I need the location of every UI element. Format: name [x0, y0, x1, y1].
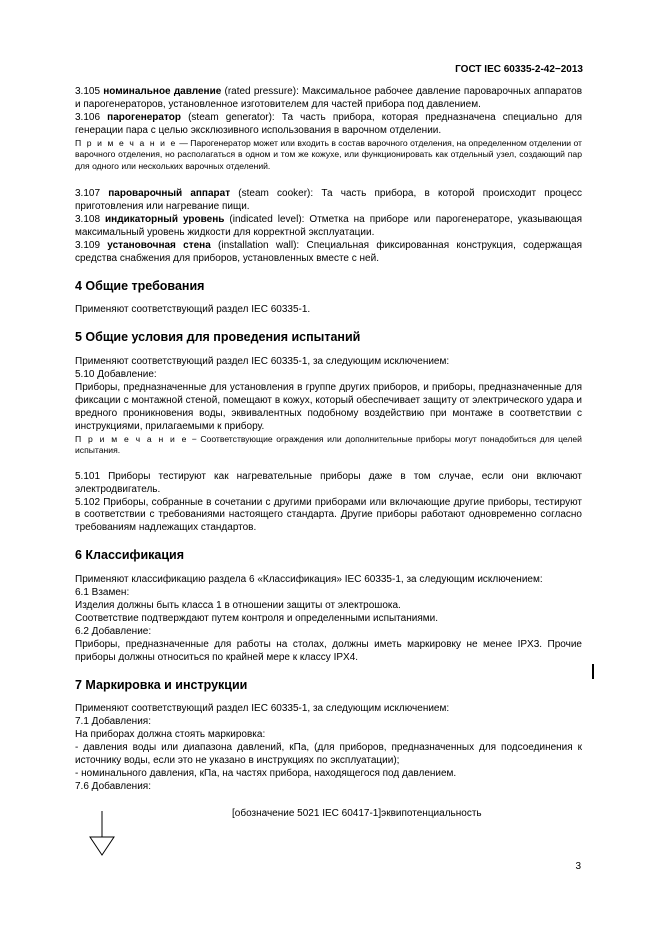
definition: (indicated level): Отметка на приборе или парогенераторе, указывающая максимальный уровень жидкости для корректной эксплуатации. [75, 213, 582, 238]
note-label: П р и м е ч а н и е [75, 433, 189, 444]
clause-number: 3.108 [75, 213, 101, 225]
section-7-text-4: - давления воды или диапазона давлений, кПа, (для приборов, предназначенных для подсоединения к источнику воды, если это не указано в инструкциях по эксплуатации); [75, 742, 582, 767]
definition: (installation wall): Специальная фиксированная конструкция, содержащая средства снабжения для приборов, установленных вместе с ней. [75, 239, 582, 264]
term: установочная стена [107, 239, 211, 251]
equipotentiality-symbol-icon [87, 811, 117, 859]
section-6-text-3: Изделия должны быть класса 1 в отношении защиты от электрошока. [75, 599, 401, 611]
clause-number: 3.107 [75, 188, 101, 200]
section-5-text-1: Применяют соответствующий раздел IEC 60335-1, за следующим исключением: [75, 356, 450, 368]
section-6-text-6: Приборы, предназначенные для работы на столах, должны иметь маркировку не менее IPX3. Прочие приборы должны относиться по крайней мере к классу IPX4. [75, 638, 582, 663]
definition: (steam cooker): Та часть прибора, в которой происходит процесс приготовления или нагревание пищи. [75, 188, 582, 213]
section-4-text: Применяют соответствующий раздел IEC 60335-1. [75, 304, 311, 316]
definition: (steam generator): Та часть прибора, которая предназначена специально для генерации пара с целью эксклюзивного использования в варочном отделении. [75, 111, 582, 136]
page-number: 3 [575, 861, 581, 872]
document-body [75, 86, 582, 794]
definition: (rated pressure): Максимальное рабочее давление пароварочных аппаратов и парогенераторов, установленное изготовителем для частей прибора под давлением. [75, 86, 583, 110]
section-5-note [75, 434, 582, 457]
revision-bar [592, 664, 594, 679]
clause-3-106 [75, 112, 582, 138]
clause-3-109 [75, 240, 582, 266]
standard-header: ГОСТ IEC 60335-2-42−2013 [455, 64, 583, 75]
section-5-text-3: Приборы, предназначенные для установления в группе других приборов, и приборы, предназначенные для фиксации с монтажной стеной, помещают в кожух, который обеспечивает защиту от электрического удара и вредного проникновения воды, эквивалентных подобному воздействию при монтаже в соответствии с инструкциями, прилагаемыми к прибору. [75, 382, 582, 432]
section-7-text-1: Применяют соответствующий раздел IEC 60335-1, за следующим исключением: [75, 703, 450, 715]
clause-3-107 [75, 188, 582, 214]
term: индикаторный уровень [105, 213, 225, 225]
note-label: П р и м е ч а н и е [75, 137, 177, 148]
section-7-text-3: На приборах должна стоять маркировка: [75, 729, 266, 741]
section-7-text-2: 7.1 Добавления: [75, 716, 151, 728]
symbol-caption: [обозначение 5021 IEC 60417-1]эквипотенциальность [232, 808, 482, 819]
section-5-text-2: 5.10 Добавление: [75, 369, 157, 381]
section-5-heading: 5 Общие условия для проведения испытаний [75, 330, 361, 345]
note-3-106 [75, 138, 582, 173]
term: пароварочный аппарат [108, 188, 231, 200]
clause-3-105 [75, 86, 582, 112]
section-6-text-4: Соответствие подтверждают путем контроля и определенными испытаниями. [75, 612, 438, 624]
note-text: − Соответствующие ограждения или дополнительные приборы могут понадобиться для целей испытания. [75, 433, 582, 456]
section-5-text-4: 5.101 Приборы тестируют как нагревательные приборы даже в том случае, если они включают электродвигатель. [75, 470, 582, 495]
section-6-text-5: 6.2 Добавление: [75, 625, 152, 637]
note-text: — Парогенератор может или входить в состав варочного отделения, на определенном отделении от варочного отделения, но располагаться в одном и том же кожухе, или функционировать как отдельный узел, создающий пар для одного или нескольких варочных отделений. [75, 137, 582, 171]
clause-number: 3.109 [75, 239, 101, 251]
term: парогенератор [107, 111, 181, 123]
clause-number: 3.106 [75, 111, 101, 123]
section-6-text-1: Применяют классификацию раздела 6 «Классификация» IEC 60335-1, за следующим исключением: [75, 574, 543, 586]
section-7-heading: 7 Маркировка и инструкции [75, 677, 248, 692]
section-6-heading: 6 Классификация [75, 548, 185, 563]
clause-3-108 [75, 214, 582, 240]
clause-number: 3.105 [75, 86, 101, 97]
section-7-text-6: 7.6 Добавления: [75, 780, 151, 792]
section-7-text-5: - номинального давления, кПа, на частях прибора, находящегося под давлением. [75, 767, 457, 779]
section-4-heading: 4 Общие требования [75, 278, 205, 293]
term: номинальное давление [103, 86, 222, 97]
section-5-text-5: 5.102 Приборы, собранные в сочетании с другими приборами или включающие другие приборы, тестируют в соответствии с требованиями настоящего стандарта. Другие приборы работают одновременно согласно требованиям надлежащих стандартов. [75, 496, 582, 534]
section-6-text-2: 6.1 Взамен: [75, 587, 130, 599]
